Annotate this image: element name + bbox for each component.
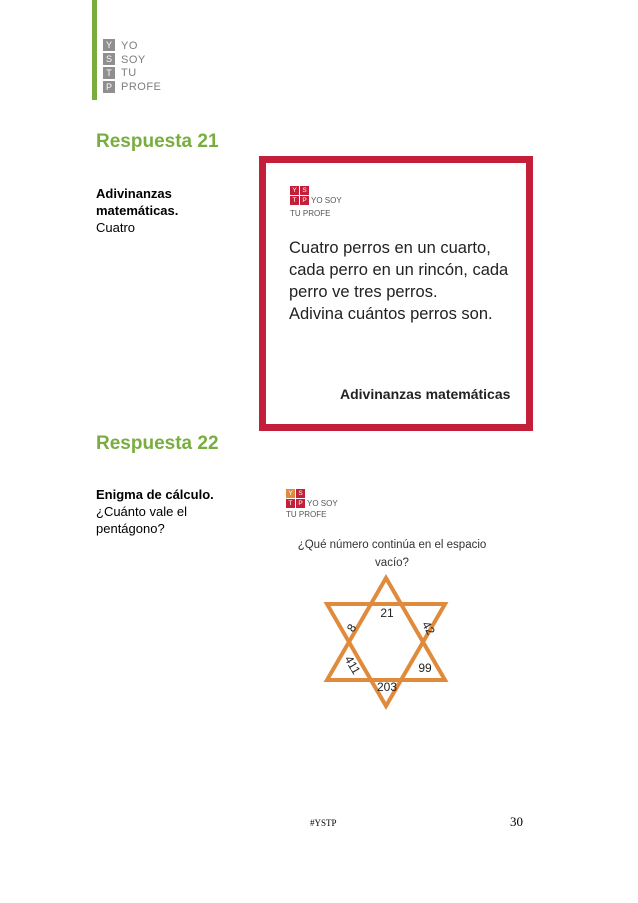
- answer-21-text: [96, 185, 246, 236]
- star-number-upper-right: 42: [419, 618, 438, 638]
- card-22-logo-s: S: [296, 489, 305, 498]
- puzzle-question-line2: vacío?: [375, 557, 409, 569]
- logo-letter-p: P: [103, 81, 115, 93]
- hexagram-puzzle: [320, 572, 452, 712]
- header-accent-bar: [92, 0, 97, 100]
- answer-22-title: Enigma de cálculo.: [96, 487, 214, 502]
- card-21-logo-grid: [290, 186, 309, 205]
- card-22-logo-line1: YO SOY: [307, 499, 338, 508]
- card-21-logo-y: Y: [290, 186, 299, 195]
- answer-21-title: Adivinanzas matemáticas.: [96, 186, 179, 218]
- logo-word-profe: PROFE: [121, 80, 162, 93]
- card-22-logo: [286, 489, 338, 519]
- card-21-logo-line1: YO SOY: [311, 196, 342, 205]
- card-22-logo-p: P: [296, 499, 305, 508]
- logo-word-yo: YO: [121, 40, 138, 52]
- header-logo-words: [121, 40, 161, 94]
- card-22-logo-line2: TU PROFE: [286, 509, 327, 519]
- logo-letter-t: T: [103, 67, 115, 79]
- card-22-logo-grid: [286, 489, 305, 508]
- star-number-upper-left: 8: [343, 621, 360, 635]
- card-22-logo-t: T: [286, 499, 295, 508]
- answer-22-text: [96, 486, 246, 537]
- card-22-logo-row: [286, 489, 338, 509]
- riddle-card-21: [259, 156, 533, 431]
- card-21-logo-p: P: [300, 196, 309, 205]
- puzzle-question-line1: ¿Qué número continúa en el espacio: [297, 539, 487, 551]
- answer-22-question: ¿Cuánto vale el pentágono?: [96, 504, 188, 536]
- riddle-line: cada perro en un rincón, cada: [289, 261, 509, 279]
- logo-word-tu: TU: [121, 67, 137, 79]
- card-21-logo-t: T: [290, 196, 299, 205]
- answer-21-answer: Cuatro: [96, 220, 136, 235]
- card-22-logo-y: Y: [286, 489, 295, 498]
- star-number-bottom: 203: [376, 680, 398, 694]
- header-logo-letters: [103, 39, 115, 95]
- answer-22-heading: Respuesta 22: [96, 433, 219, 454]
- riddle-category: Adivinanzas matemáticas: [340, 386, 511, 402]
- riddle-line: Cuatro perros en un cuarto,: [289, 239, 491, 257]
- puzzle-question: [282, 536, 502, 572]
- footer-hashtag: #YSTP: [310, 818, 337, 828]
- card-21-logo-line2: TU PROFE: [290, 209, 331, 218]
- riddle-line: perro ve tres perros.: [289, 283, 438, 301]
- card-21-logo: [290, 186, 342, 206]
- riddle-line: Adivina cuántos perros son.: [289, 305, 493, 323]
- star-number-lower-right: 99: [418, 661, 432, 675]
- logo-letter-s: S: [103, 53, 115, 65]
- riddle-text: [289, 237, 519, 325]
- logo-word-soy: SOY: [121, 53, 146, 66]
- card-21-logo-s: S: [300, 186, 309, 195]
- star-number-lower-left: 411: [341, 653, 364, 677]
- page-number: 30: [510, 814, 523, 829]
- logo-letter-y: Y: [103, 39, 115, 51]
- answer-21-heading: Respuesta 21: [96, 131, 219, 152]
- star-number-top: 21: [380, 606, 394, 620]
